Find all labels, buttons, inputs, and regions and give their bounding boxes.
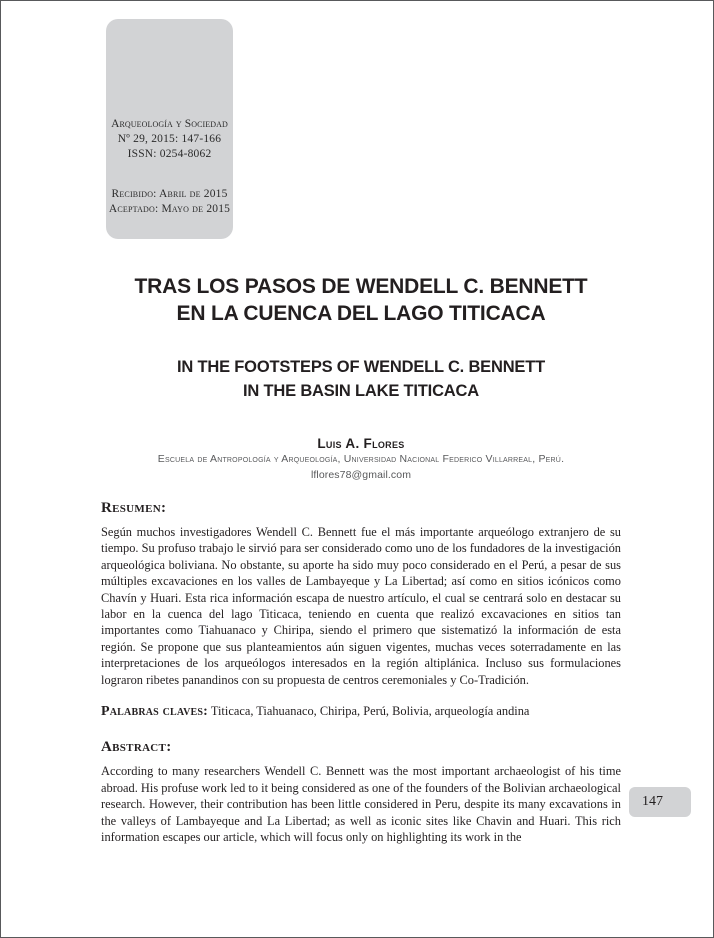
author-affiliation: Escuela de Antropología y Arqueología, Universidad Nacional Federico Villarreal, Perú. [157,453,565,465]
journal-info-box [106,19,233,239]
journal-citation-group [106,117,233,162]
page-number-value: 147 [642,794,663,809]
article-title-english [101,327,621,403]
journal-dates-group [106,187,233,217]
abstract-heading: Abstract: [101,739,172,756]
resumen-heading: Resumen: [101,500,167,516]
article-title-english-line2: IN THE BASIN LAKE TITICACA [243,382,479,400]
abstract-paragraph: According to many researchers Wendell C. Bennett was the most important archaeologist of his time abroad. His profuse work led to it being considered as one of the founders of the Bolivian archaeological research. However, their contribution has been little considered in Peru, despite its many excavations in the valleys of Lambayeque and La Libertad; as well as iconic sites like Chavin and Huari. This rich information escapes our article, which will focus only on highlighting its work in the [101,764,621,845]
abstract-sections [101,498,621,846]
journal-title: Arqueología y Sociedad [111,118,228,130]
author-block [101,435,621,483]
article-title-spanish [101,273,621,327]
article-title-spanish-line2: EN LA CUENCA DEL LAGO TITICACA [176,302,546,325]
resumen-paragraph: Según muchos investigadores Wendell C. Bennett fue el más importante arqueólogo extranjero de su tiempo. Su profuso trabajo le sirvió para ser considerado como uno de los fundadores de la investigación arqueológica boliviana. No obstante, su aporte ha sido muy poco considerado en el Perú, a pesar de sus múltiples excavaciones en los valles de Lambayeque y La Libertad; así como en sitios icónicos como Chavín y Huari. Esta rica información escapa de nuestro artículo, el cual se centrará solo en destacar su labor en la cuenca del lago Titicaca, teniendo en cuenta que realizó excavaciones en sitios tan importantes como Tiahuanaco y Chiripa, siendo el primero que sistematizó la información de esta región. Se propone que sus planteamientos aún siguen vigentes, muchas veces soterradamente en las interpretaciones de los arqueólogos interesados en la región altiplánica. Incluso sus formulaciones lograron ribetes panandinos con su propuesta de centros ceremoniales y Co-Tradición. [101,525,621,687]
keywords-line [101,703,621,720]
author-email[interactable]: lflores78@gmail.com [310,469,412,481]
accepted-date: Aceptado: Mayo de 2015 [108,203,231,215]
author-name: Luis A. Flores [317,436,405,451]
keywords-values: Titicaca, Tiahuanaco, Chiripa, Perú, Bolivia, arqueología andina [210,704,530,719]
received-date: Recibido: Abril de 2015 [111,188,228,200]
journal-issue: Nº 29, 2015: 147-166 [117,133,222,145]
article-title-english-line1: IN THE FOOTSTEPS OF WENDELL C. BENNETT [177,358,545,376]
article-title-spanish-line1: TRAS LOS PASOS DE WENDELL C. BENNETT [134,275,588,298]
page-number-badge [629,787,691,817]
journal-issn: ISSN: 0254-8062 [127,148,212,160]
article-titles [101,273,621,403]
keywords-label: Palabras claves: [101,704,208,720]
